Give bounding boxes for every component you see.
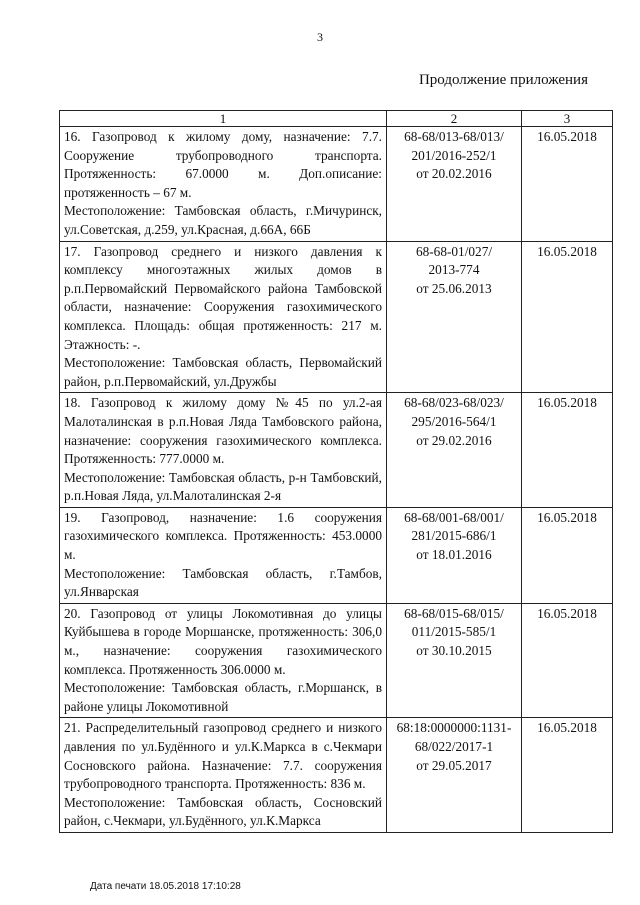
- registration-number-cell: [387, 507, 522, 603]
- table-row: [60, 718, 613, 833]
- table-row: [60, 393, 613, 508]
- registration-number-line: от 29.02.2016: [416, 432, 492, 448]
- object-description-cell: [60, 507, 387, 603]
- object-location: Местоположение: Тамбовская область, г.Мичуринск, ул.Советская, д.259, ул.Красная, д.66А, 66Б: [64, 203, 382, 237]
- registration-number-line: от 25.06.2013: [416, 280, 492, 296]
- registration-number-line: 68-68/013-68/013/: [404, 129, 504, 144]
- object-description: 19. Газопровод, назначение: 1.6 сооружения газохимического комплекса. Протяженность: 453.0000 м.: [64, 509, 382, 563]
- registration-number-line: 201/2016-252/1: [411, 147, 497, 163]
- registration-number-cell: [387, 603, 522, 718]
- object-description-cell: [60, 393, 387, 508]
- object-description: 21. Распределительный газопровод среднего и низкого давления по ул.Будённого и ул.К.Маркса в с.Чекмари Сосновского района. Назначение: 7.7. сооружения трубопроводного транспорта. Протяженность: 836 м.: [64, 720, 382, 792]
- registration-number-cell: [387, 127, 522, 242]
- continuation-heading: Продолжение приложения: [418, 72, 588, 88]
- object-location: Местоположение: Тамбовская область, г.Моршанск, в районе улицы Локомотивной: [64, 680, 382, 714]
- column-header: 1: [60, 111, 387, 127]
- entry-date: 16.05.2018: [522, 127, 613, 242]
- object-description: 16. Газопровод к жилому дому, назначение: 7.7. Сооружение трубопроводного транспорта. Протяженность: 67.0000 м. Доп.описание: протяженность – 67 м.: [64, 129, 382, 200]
- column-header: 3: [522, 111, 613, 127]
- registration-number-line: от 20.02.2016: [416, 166, 492, 182]
- registration-number-cell: [387, 718, 522, 833]
- registration-number-line: от 29.05.2017: [416, 757, 492, 773]
- entry-date: 16.05.2018: [522, 241, 613, 393]
- object-location: Местоположение: Тамбовская область, г.Тамбов, ул.Январская: [64, 565, 382, 600]
- registration-number-cell: [387, 393, 522, 508]
- registration-number-line: 295/2016-564/1: [411, 413, 497, 429]
- registration-number-line: от 18.01.2016: [416, 547, 492, 563]
- registry-table: [59, 110, 613, 833]
- object-description: 20. Газопровод от улицы Локомотивная до улицы Куйбышева в городе Моршанске, протяженность: 306,0 м., назначение: сооружения газохимического комплекса. Протяженность 306.0000 м.: [64, 605, 382, 677]
- entry-date: 16.05.2018: [522, 603, 613, 718]
- table-row: [60, 603, 613, 718]
- object-description: 18. Газопровод к жилому дому №45 по ул.2-ая Малоталинская в р.п.Новая Ляда Тамбовского района, назначение: сооружения газохимического комплекса. Протяженность: 777.0000 м.: [64, 395, 382, 467]
- registration-number-line: 281/2015-686/1: [411, 528, 497, 544]
- object-description-cell: [60, 718, 387, 833]
- page-number: 3: [317, 30, 323, 44]
- registration-number-cell: [387, 241, 522, 393]
- print-date: Дата печати 18.05.2018 17:10:28: [90, 881, 241, 892]
- entry-date: 16.05.2018: [522, 393, 613, 508]
- object-location: Местоположение: Тамбовская область, Сосновский район, с.Чекмари, ул.Будённого, ул.К.Маркса: [64, 794, 382, 829]
- entry-date: 16.05.2018: [522, 718, 613, 833]
- registration-number-line: 2013-774: [428, 262, 480, 278]
- table-row: [60, 507, 613, 603]
- registration-number-line: 68-68/001-68/001/: [404, 509, 504, 525]
- registration-number-line: 68/022/2017-1: [414, 739, 494, 754]
- entry-date: 16.05.2018: [522, 507, 613, 603]
- registration-number-line: 68-68-01/027/: [415, 243, 493, 259]
- column-header: 2: [387, 111, 522, 127]
- object-description-cell: [60, 127, 387, 242]
- table-row: [60, 241, 613, 393]
- object-description-cell: [60, 603, 387, 718]
- registration-number-line: 011/2015-585/1: [411, 624, 497, 640]
- registration-number-line: от 30.10.2015: [416, 643, 492, 659]
- table-header-row: [60, 111, 613, 127]
- table-row: [60, 127, 613, 242]
- object-description-cell: [60, 241, 387, 393]
- registration-number-line: 68-68/015-68/015/: [404, 605, 504, 621]
- registration-number-line: 68-68/023-68/023/: [404, 395, 504, 411]
- object-location: Местоположение: Тамбовская область, р-н Тамбовский, р.п.Новая Ляда, ул.Малоталинская 2-я: [64, 469, 382, 504]
- object-location: Местоположение: Тамбовская область, Первомайский район, р.п.Первомайский, ул.Дружбы: [64, 355, 382, 389]
- registration-number-line: 68:18:0000000:1131-: [396, 720, 512, 736]
- object-description: 17. Газопровод среднего и низкого давления к комплексу многоэтажных жилых домов в р.п.Первомайский Первомайского района Тамбовской области, назначение: Сооружения газохимического комплекса. Площадь: общая протяженность: 217 м. Этажность: -.: [64, 243, 382, 352]
